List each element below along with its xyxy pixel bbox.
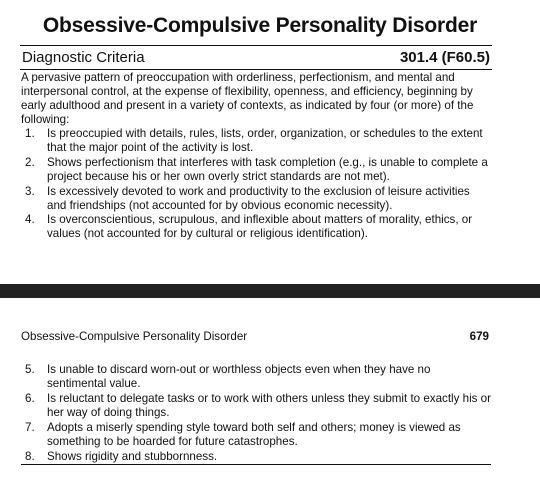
section-label: Diagnostic Criteria bbox=[22, 49, 145, 66]
criterion-number: 8. bbox=[25, 450, 35, 463]
running-header bbox=[21, 330, 489, 348]
criterion-text: Shows rigidity and stubbornness. bbox=[47, 450, 218, 463]
criterion-number: 6. bbox=[25, 392, 35, 405]
criterion-number: 1. bbox=[25, 127, 35, 140]
bottom-rule bbox=[21, 464, 491, 465]
criteria-intro: A pervasive pattern of preoccupation with orderliness, perfectionism, and mental and interpersonal control, at the expense of flexibility, openness, and efficiency, beginning by early adulthood and present in a variety of contexts, as indicated by four (or more) of the following: bbox=[21, 71, 474, 126]
criterion-number: 7. bbox=[25, 421, 35, 434]
criterion-text: Is overconscientious, scrupulous, and inflexible about matters of morality, ethics, or values (not accounted for by cultural or religious identification). bbox=[47, 213, 473, 240]
diagnostic-criteria-bar bbox=[20, 45, 492, 70]
criterion-number: 4. bbox=[25, 213, 35, 226]
criterion-number: 3. bbox=[25, 185, 35, 198]
criterion-text: Is excessively devoted to work and productivity to the exclusion of leisure activities and friendships (not accounted for by obvious economic necessity). bbox=[47, 185, 470, 212]
disorder-title: Obsessive-Compulsive Personality Disorder bbox=[42, 14, 478, 37]
running-title: Obsessive-Compulsive Personality Disorder bbox=[21, 330, 248, 343]
criterion-text: Is reluctant to delegate tasks or to work with others unless they submit to exactly his or her way of doing things. bbox=[47, 392, 491, 419]
page-number: 679 bbox=[469, 330, 489, 343]
page-divider bbox=[0, 284, 540, 298]
diagnostic-code: 301.4 (F60.5) bbox=[399, 49, 490, 66]
criterion-text: Shows perfectionism that interferes with task completion (e.g., is unable to complete a project because his or her own overly strict standards are not met). bbox=[47, 156, 488, 183]
criterion-number: 2. bbox=[25, 156, 35, 169]
criterion-text: Is unable to discard worn-out or worthless objects even when they have no sentimental value. bbox=[47, 363, 431, 390]
criterion-text: Is preoccupied with details, rules, lists, order, organization, or schedules to the extent that the major point of the activity is lost. bbox=[47, 127, 483, 154]
criterion-number: 5. bbox=[25, 363, 35, 376]
criterion-text: Adopts a miserly spending style toward both self and others; money is viewed as something to be hoarded for future catastrophes. bbox=[47, 421, 461, 448]
